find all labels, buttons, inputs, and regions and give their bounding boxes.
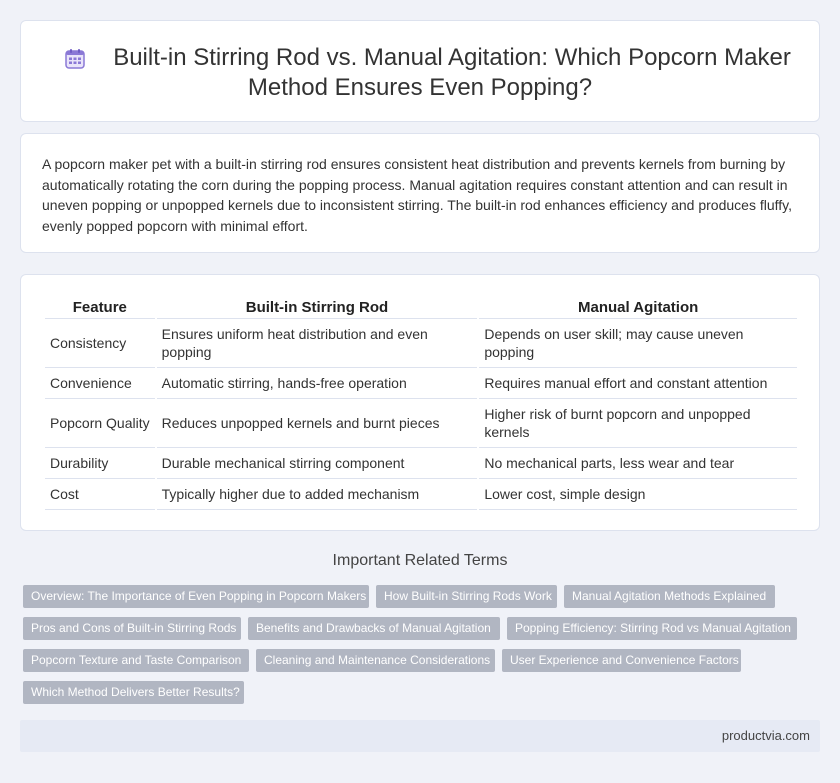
cell-manual-agitation: Requires manual effort and constant attention [479,368,797,399]
related-terms-title: Important Related Terms [332,552,508,569]
cell-built-in-rod: Typically higher due to added mechanism [157,479,478,510]
footer [20,720,820,752]
page-title-line-1: Built-in Stirring Rod vs. Manual Agitation: Which Popcorn Maker [113,44,791,71]
footer-site-link[interactable]: productvia.com [721,728,810,743]
header-built-in-rod: Built-in Stirring Rod [157,297,478,319]
related-term-tag[interactable]: Cleaning and Maintenance Considerations [256,649,495,672]
cell-feature: Cost [45,479,155,510]
related-term-tag[interactable]: Popcorn Texture and Taste Comparison [23,649,249,672]
table-row [45,368,797,399]
cell-manual-agitation: No mechanical parts, less wear and tear [479,448,797,479]
related-term-tag[interactable]: User Experience and Convenience Factors [502,649,741,672]
title-card [20,20,820,122]
intro-paragraph: A popcorn maker pet with a built-in stirring rod ensures consistent heat distribution and prevents kernels from burning by automatically rotating the corn during the popping process. Manual agitation requires constant attention and can result in uneven popping or unpopped kernels due to inconsistent stirring. The built-in rod enhances efficiency and produces fluffy, evenly popped popcorn with minimal effort. [42,156,793,234]
related-term-tag[interactable]: Benefits and Drawbacks of Manual Agitation [248,617,500,640]
table-header-row [45,297,797,319]
page-title [21,43,819,103]
header-feature: Feature [45,297,155,319]
table-row [45,319,797,368]
comparison-table [43,297,799,510]
related-term-tag[interactable]: Manual Agitation Methods Explained [564,585,775,608]
header-manual-agitation: Manual Agitation [479,297,797,319]
related-term-tag[interactable]: Pros and Cons of Built-in Stirring Rods [23,617,241,640]
table-row [45,399,797,448]
table-row [45,479,797,510]
cell-manual-agitation: Higher risk of burnt popcorn and unpopped kernels [479,399,797,448]
table-row [45,448,797,479]
cell-feature: Durability [45,448,155,479]
cell-manual-agitation: Depends on user skill; may cause uneven popping [479,319,797,368]
related-term-tag[interactable]: Popping Efficiency: Stirring Rod vs Manual Agitation [507,617,797,640]
related-term-tag[interactable]: Overview: The Importance of Even Popping in Popcorn Makers [23,585,369,608]
intro-card [20,133,820,253]
cell-built-in-rod: Ensures uniform heat distribution and even popping [157,319,478,368]
related-term-tag[interactable]: How Built-in Stirring Rods Work [376,585,557,608]
related-term-tag[interactable]: Which Method Delivers Better Results? [23,681,244,704]
cell-feature: Consistency [45,319,155,368]
comparison-card [20,274,820,531]
cell-feature: Convenience [45,368,155,399]
cell-built-in-rod: Reduces unpopped kernels and burnt pieces [157,399,478,448]
page-title-line-2: Method Ensures Even Popping? [247,74,593,101]
cell-manual-agitation: Lower cost, simple design [479,479,797,510]
cell-built-in-rod: Automatic stirring, hands-free operation [157,368,478,399]
cell-feature: Popcorn Quality [45,399,155,448]
cell-built-in-rod: Durable mechanical stirring component [157,448,478,479]
